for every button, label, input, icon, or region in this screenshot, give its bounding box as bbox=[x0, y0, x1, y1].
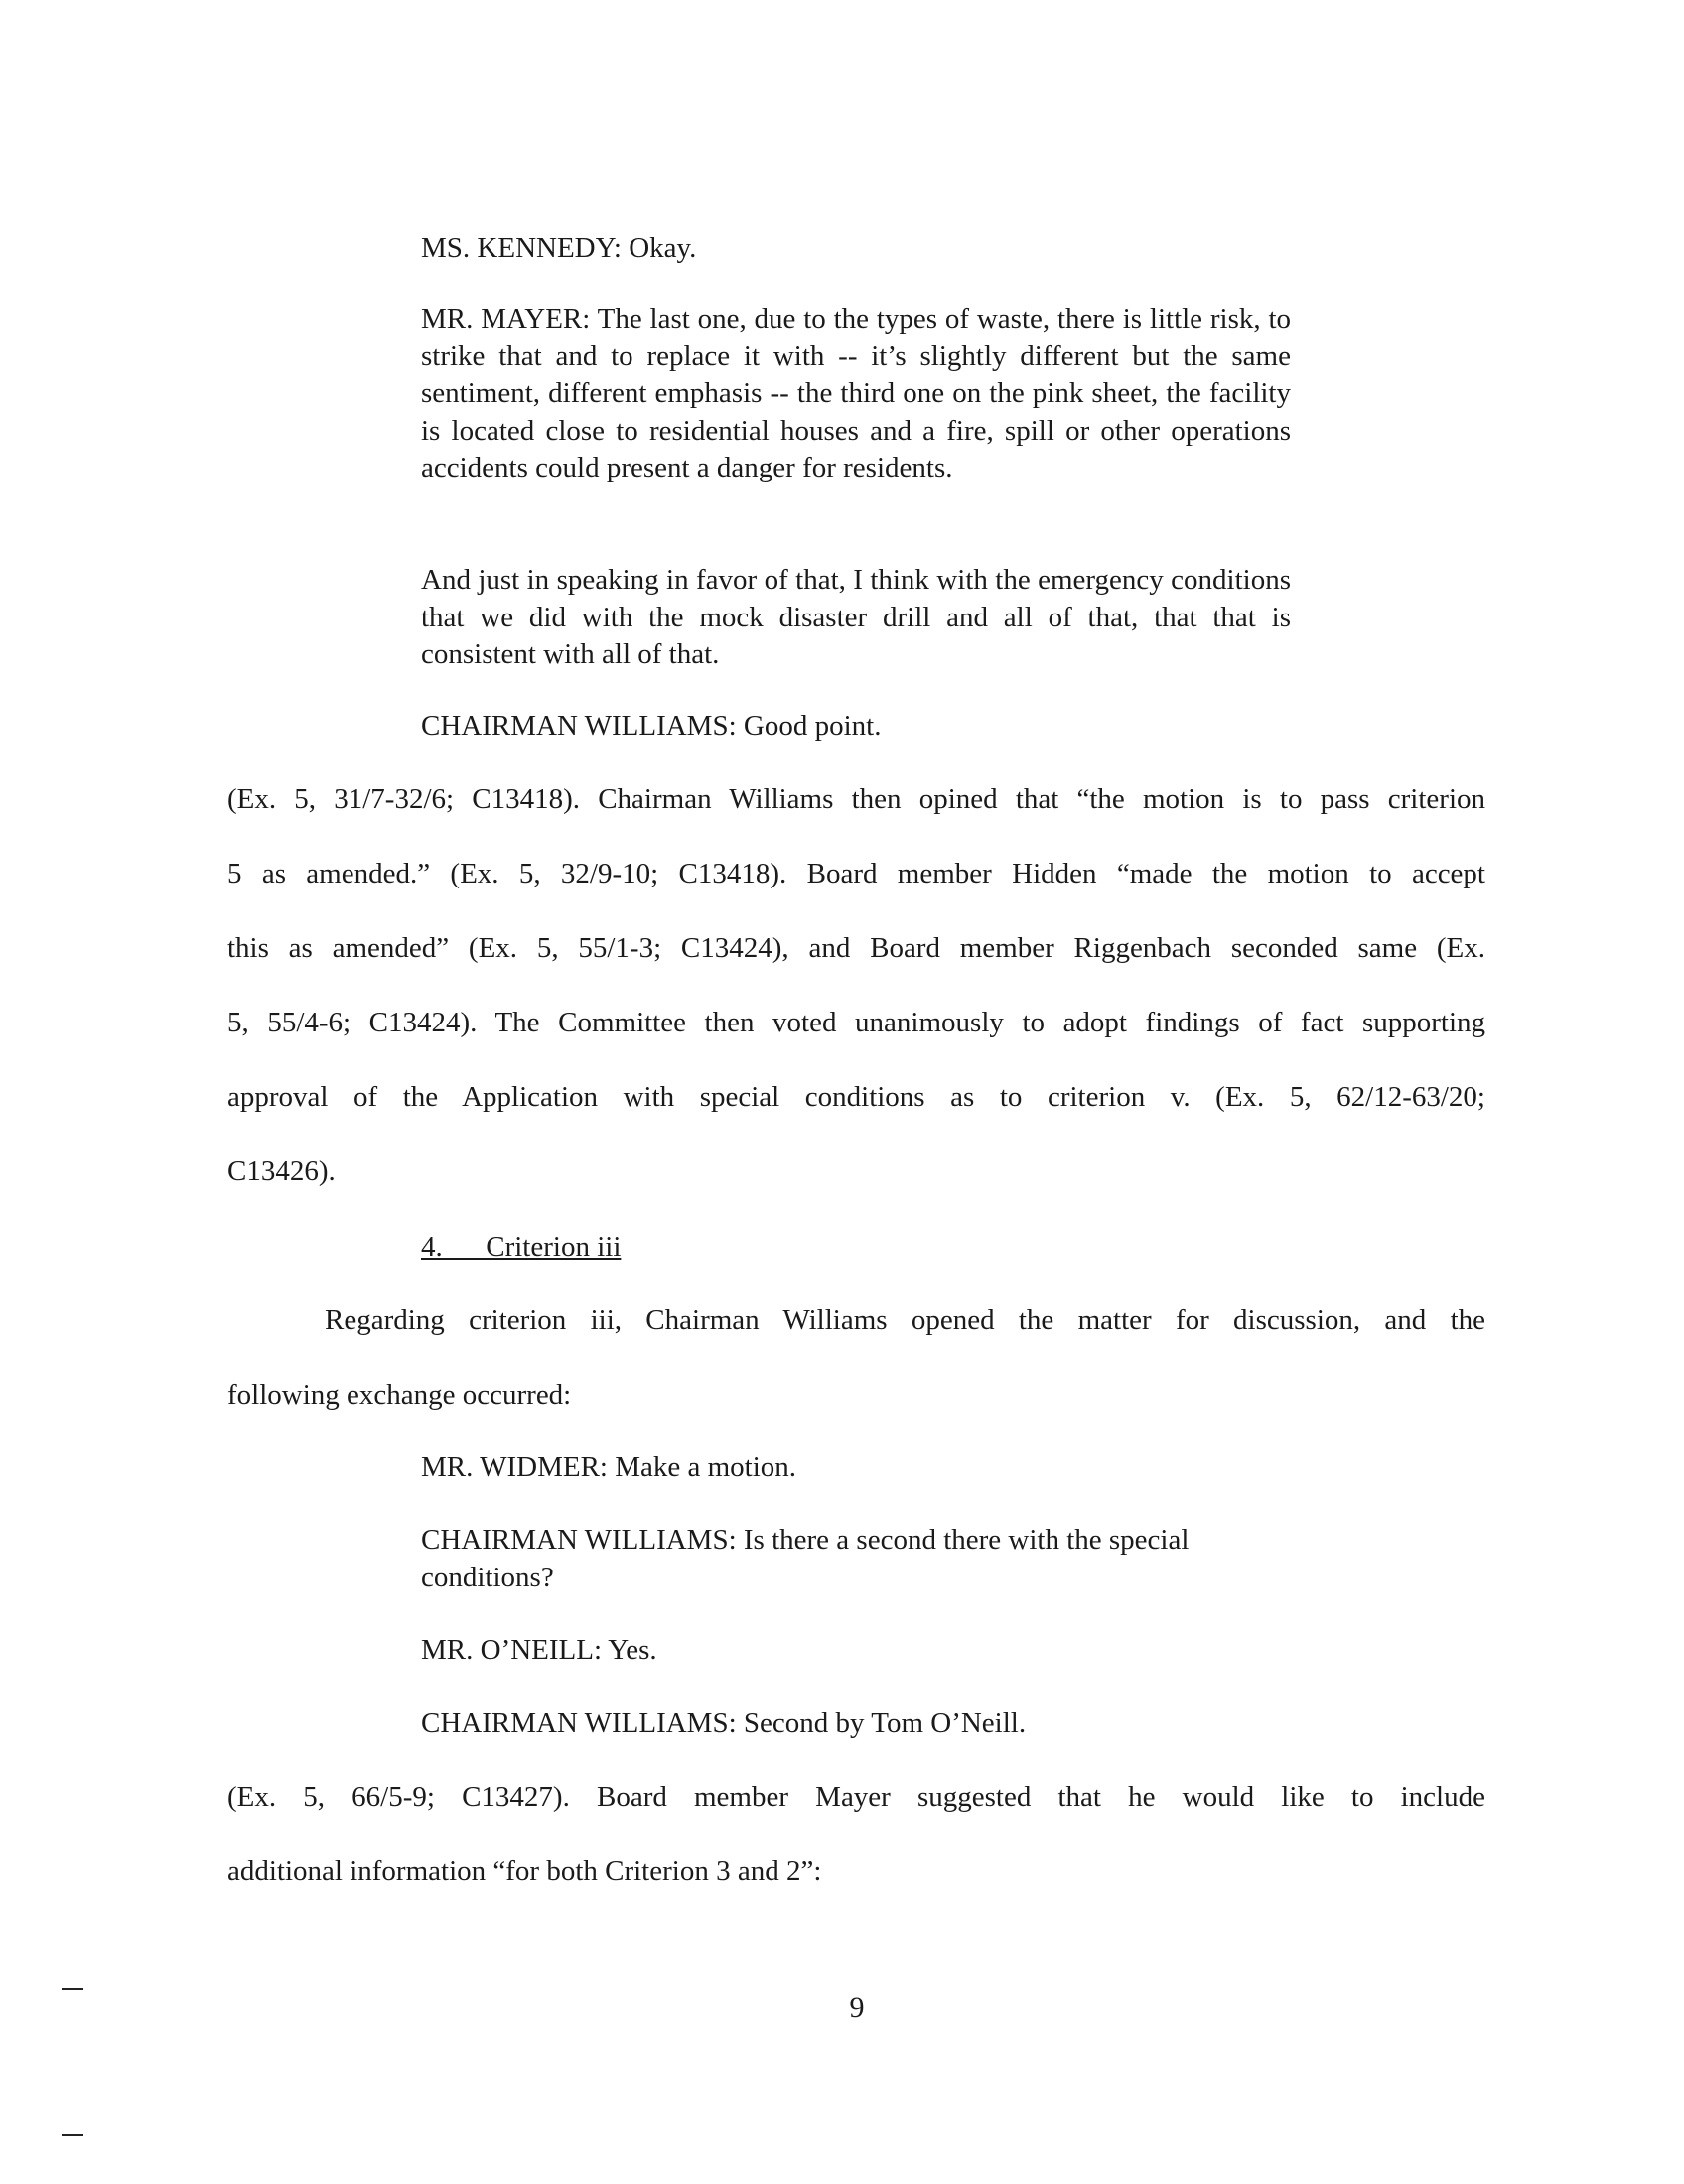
paragraph-line: (Ex. 5, 66/5-9; C13427). Board member Mayer suggested that he would like to include bbox=[227, 1781, 1485, 1813]
paragraph-line: 5 as amended.” (Ex. 5, 32/9-10; C13418). Board member Hidden “made the motion to accept bbox=[227, 858, 1485, 889]
testimony-oneill: MR. O’NEILL: Yes. bbox=[421, 1634, 657, 1666]
scan-mark bbox=[62, 2134, 83, 2136]
testimony-mayer: MR. MAYER: The last one, due to the types of waste, there is little risk, to strike that and to replace it with -- it’s slightly different but the same sentiment, different emphasis -- the third one on the pink sheet, the facility is located close to residential houses and a fire, spill or other operations accidents could present a danger for residents. bbox=[421, 303, 1291, 483]
testimony-chairman-williams: CHAIRMAN WILLIAMS: Good point. bbox=[421, 710, 882, 742]
testimony-widmer: MR. WIDMER: Make a motion. bbox=[421, 1451, 797, 1483]
paragraph-line: this as amended” (Ex. 5, 55/1-3; C13424), and Board member Riggenbach seconded same (Ex. bbox=[227, 932, 1485, 964]
testimony-kennedy: MS. KENNEDY: Okay. bbox=[421, 232, 697, 264]
paragraph-line: Regarding criterion iii, Chairman Williams opened the matter for discussion, and the bbox=[325, 1304, 1485, 1336]
paragraph-line: 5, 55/4-6; C13424). The Committee then voted unanimously to adopt findings of fact supporting bbox=[227, 1007, 1485, 1038]
scan-mark bbox=[62, 1988, 83, 1990]
page-number: 9 bbox=[849, 1991, 865, 2024]
testimony-chairman-williams-question: CHAIRMAN WILLIAMS: Is there a second there with the special conditions? bbox=[421, 1524, 1190, 1593]
testimony-chairman-williams-second: CHAIRMAN WILLIAMS: Second by Tom O’Neill. bbox=[421, 1707, 1027, 1739]
testimony-mayer-continued: And just in speaking in favor of that, I think with the emergency conditions that we did with the mock disaster drill and all of that, that that is consistent with all of that. bbox=[421, 564, 1291, 670]
paragraph-line: following exchange occurred: bbox=[227, 1379, 572, 1411]
section-heading: 4. Criterion iii bbox=[421, 1231, 622, 1263]
paragraph-line: (Ex. 5, 31/7-32/6; C13418). Chairman Williams then opined that “the motion is to pass criterion bbox=[227, 783, 1485, 815]
paragraph-line: C13426). bbox=[227, 1156, 336, 1187]
paragraph-line: additional information “for both Criterion 3 and 2”: bbox=[227, 1855, 822, 1887]
paragraph-line: approval of the Application with special conditions as to criterion v. (Ex. 5, 62/12-63/20; bbox=[227, 1081, 1485, 1113]
